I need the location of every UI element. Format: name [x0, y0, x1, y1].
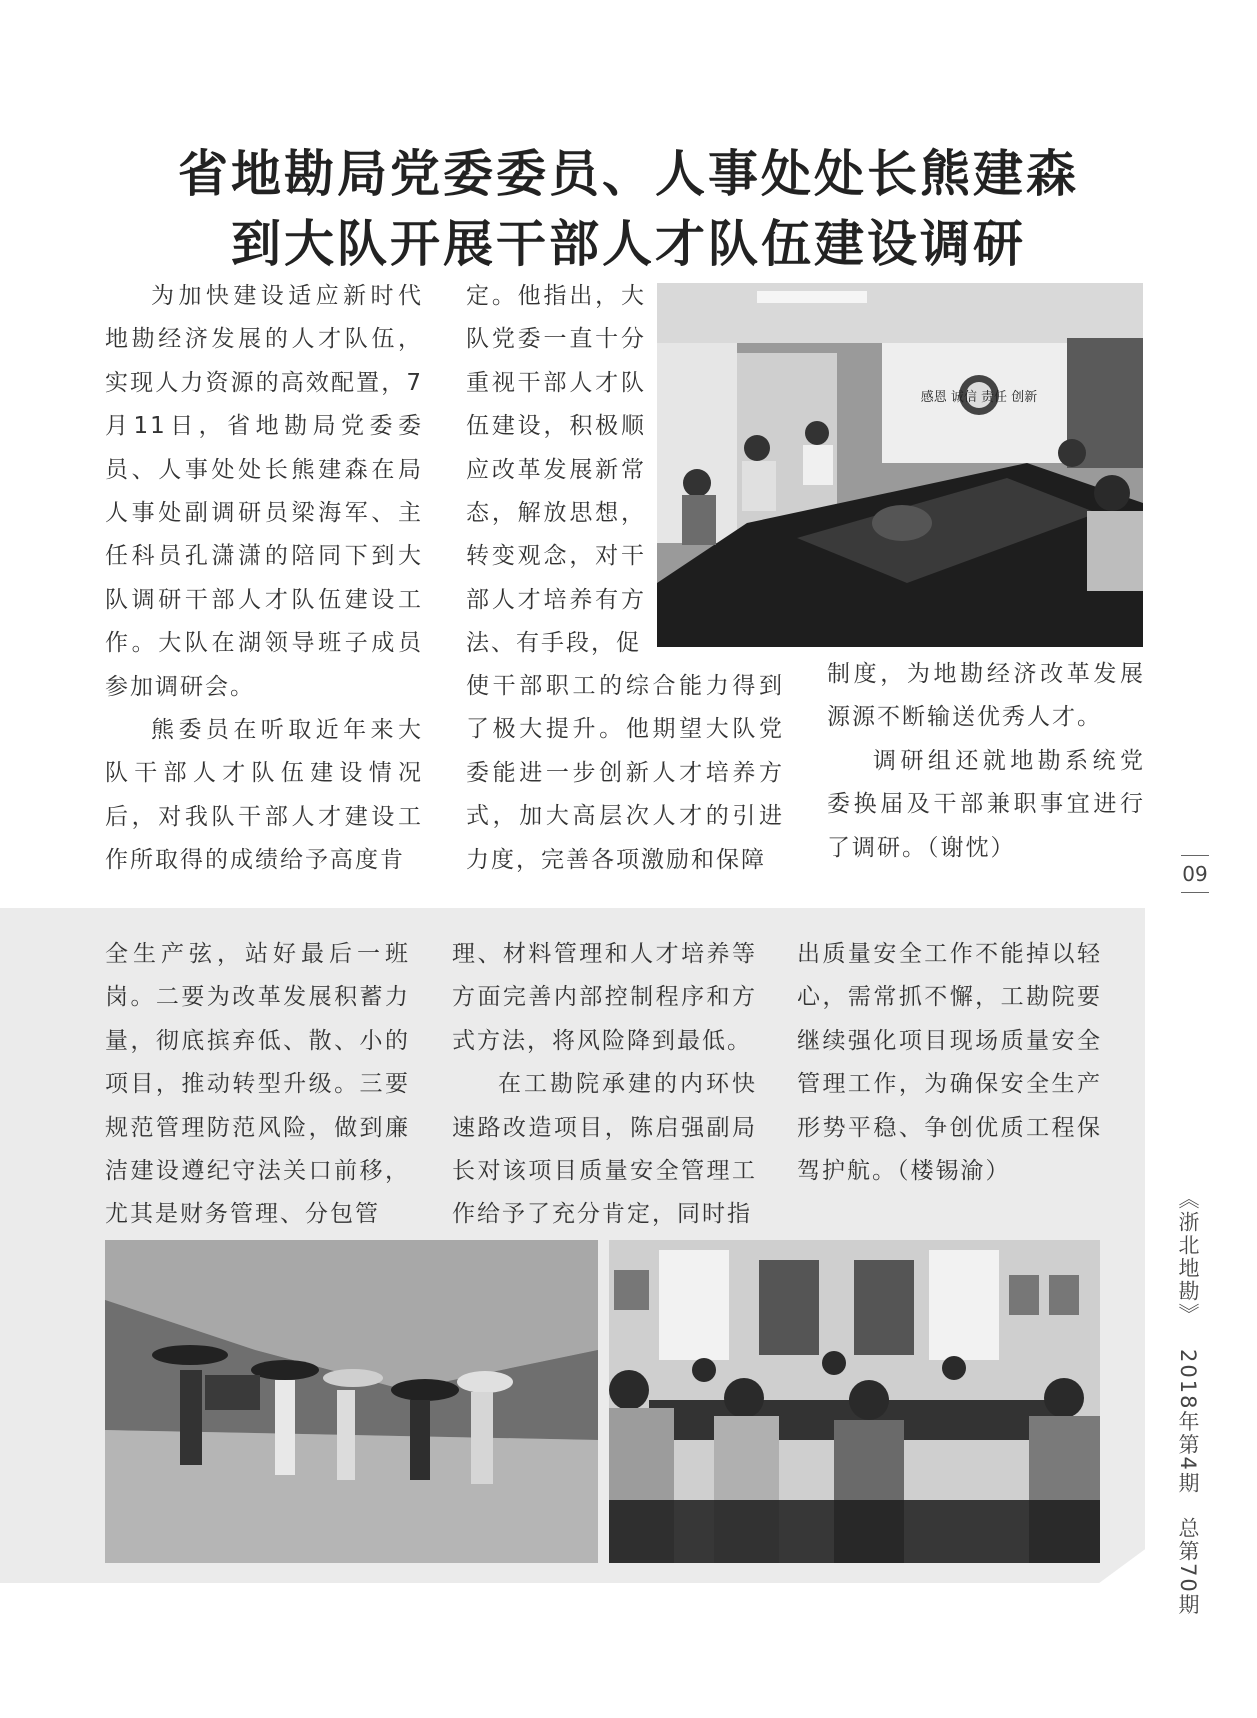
- article-title-line2: 到大队开展干部人才队伍建设调研: [231, 215, 1026, 273]
- paragraph: 使干部职工的综合能力得到了极大提升。他期望大队党委能进一步创新人才培养方式，加大高层次人才的引进力度，完善各项激励和保障: [466, 673, 784, 873]
- article2-column3: [797, 933, 1102, 1193]
- paragraph: 出质量安全工作不能掉以轻心，需常抓不懈，工勘院要继续强化项目现场质量安全管理工作，为确保安全生产形势平稳、争创优质工程保驾护航。（楼锡渝）: [797, 941, 1102, 1185]
- journal-total-issue: 总第70期: [1176, 1517, 1200, 1617]
- paragraph: 制度，为地勘经济改革发展源源不断输送优秀人才。: [827, 661, 1145, 731]
- page-number-block: [1175, 855, 1215, 893]
- paragraph: 熊委员在听取近年来大队干部人才队伍建设情况后，对我队干部人才建设工作所取得的成绩给予高度肯: [105, 717, 423, 874]
- journal-sidebar: [1173, 1188, 1203, 1631]
- article1-column2-bottom: [466, 665, 784, 882]
- site-illustration: [105, 1240, 598, 1563]
- wall-slogan: 感恩 诚信 责任 创新: [920, 390, 1038, 405]
- meeting-illustration: [609, 1240, 1100, 1563]
- paragraph: 为加快建设适应新时代地勘经济发展的人才队伍，实现人力资源的高效配置，7月11日，省地勘局党委委员、人事处处长熊建森在局人事处副调研员梁海军、主任科员孔潇潇的陪同下到大队调研干部人才队伍建设工作。大队在湖领导班子成员参加调研会。: [105, 283, 423, 700]
- article1-column1: [105, 275, 423, 883]
- meeting-room-illustration: [657, 283, 1143, 647]
- journal-name: 《浙北地勘》: [1176, 1188, 1200, 1326]
- article1-column2-top: [466, 275, 646, 666]
- paragraph: 定。他指出，大队党委一直十分重视干部人才队伍建设，积极顺应改革发展新常态，解放思想，转变观念，对干部人才培养有方法、有手段，促: [466, 283, 646, 657]
- article2-column2: [452, 933, 757, 1237]
- paragraph: 调研组还就地勘系统党委换届及干部兼职事宜进行了调研。（谢忱）: [827, 747, 1145, 861]
- journal-issue: 2018年第4期: [1176, 1348, 1200, 1495]
- site-inspection-photo: [105, 1240, 598, 1563]
- paragraph: 在工勘院承建的内环快速路改造项目，陈启强副局长对该项目质量安全管理工作给予了充分肯定，同时指: [452, 1071, 757, 1228]
- article-title-line1: 省地勘局党委委员、人事处处长熊建森: [178, 145, 1079, 203]
- meeting-room-photo: [657, 283, 1143, 647]
- paragraph: 全生产弦，站好最后一班岗。二要为改革发展积蓄力量，彻底摈弃低、散、小的项目，推动转型升级。三要规范管理防范风险，做到廉洁建设遵纪守法关口前移，尤其是财务管理、分包管: [105, 941, 410, 1228]
- paragraph: 理、材料管理和人才培养等方面完善内部控制程序和方式方法，将风险降到最低。: [452, 941, 757, 1054]
- article1-column3: [827, 653, 1145, 870]
- project-meeting-photo: [609, 1240, 1100, 1563]
- divider: [1181, 892, 1209, 893]
- page-number: 09: [1182, 862, 1208, 886]
- article2-column1: [105, 933, 410, 1237]
